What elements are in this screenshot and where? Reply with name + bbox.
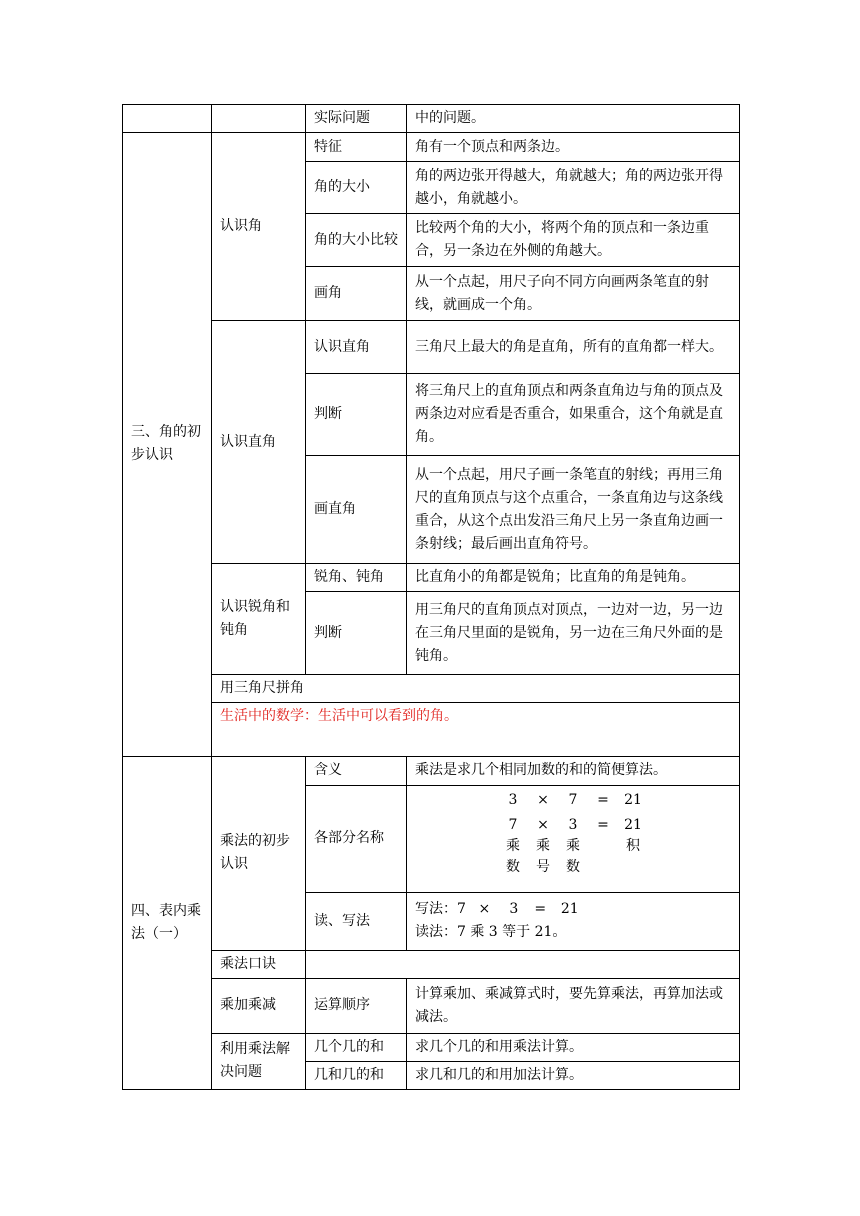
times-sign: × xyxy=(537,816,549,833)
group-title: 认识角 xyxy=(212,133,306,321)
group-title: 认识锐角和钝角 xyxy=(212,564,306,675)
item-label: 认识直角 xyxy=(306,321,407,374)
part-name: 乘 xyxy=(536,837,550,854)
item-label: 含义 xyxy=(306,756,407,785)
table-row xyxy=(123,703,740,731)
group-title: 认识直角 xyxy=(212,321,306,564)
knowledge-table xyxy=(122,104,740,1090)
item-desc: 从一个点起，用尺子画一条笔直的射线；再用三角尺的直角顶点与这个点重合，一条直角边与这条线重合，从这个点出发沿三角尺上另一条直角边画一条射线；最后画出直角符号。 xyxy=(407,456,740,564)
item-desc: 比较两个角的大小，将两个角的顶点和一条边重合，另一条边在外侧的角越大。 xyxy=(407,214,740,267)
part-name: 数 xyxy=(506,858,520,875)
equals-sign: = xyxy=(597,791,609,808)
item-desc: 比直角小的角都是锐角；比直角的角是钝角。 xyxy=(407,564,740,592)
table-row xyxy=(123,564,740,592)
part-name: 积 xyxy=(626,837,640,854)
item-label: 实际问题 xyxy=(306,105,407,133)
cell-empty xyxy=(306,950,740,978)
group-title: 乘法口诀 xyxy=(212,950,306,978)
item-desc xyxy=(407,892,740,950)
item-desc: 中的问题。 xyxy=(407,105,740,133)
times-sign: × xyxy=(537,791,549,808)
section-title: 四、表内乘法（一） xyxy=(123,756,212,1089)
section-title: 三、角的初步认识 xyxy=(123,133,212,757)
group-title: 利用乘法解决问题 xyxy=(212,1033,306,1089)
item-desc: 计算乘加、乘减算式时，要先算乘法，再算加法或减法。 xyxy=(407,978,740,1033)
part-name: 乘 xyxy=(566,837,580,854)
cell-empty xyxy=(212,730,740,756)
part-name xyxy=(588,857,618,878)
item-desc: 角有一个顶点和两条边。 xyxy=(407,133,740,162)
item-label: 各部分名称 xyxy=(306,785,407,892)
item-desc: 用三角尺的直角顶点对顶点，一边对一边，另一边在三角尺里面的是锐角，另一边在三角尺外面的是钝角。 xyxy=(407,592,740,675)
part-name: 乘 xyxy=(506,837,520,854)
item-label: 运算顺序 xyxy=(306,978,407,1033)
equals-sign: = xyxy=(534,901,547,917)
item-desc: 从一个点起，用尺子向不同方向画两条笔直的射线，就画成一个角。 xyxy=(407,267,740,321)
item-desc: 求几个几的和用乘法计算。 xyxy=(407,1033,740,1061)
table-row xyxy=(123,978,740,1033)
read-line: 读法：7 乘 3 等于 21。 xyxy=(415,924,567,940)
part-name: 数 xyxy=(566,858,580,875)
group-title: 乘法的初步认识 xyxy=(212,756,306,950)
part-name: 号 xyxy=(536,858,550,875)
cell-empty xyxy=(212,105,306,133)
item-desc: 求几和几的和用加法计算。 xyxy=(407,1061,740,1089)
item-label: 角的大小 xyxy=(306,162,407,214)
table-row xyxy=(123,756,740,785)
group-title: 乘加乘减 xyxy=(212,978,306,1033)
table-row xyxy=(123,133,740,162)
item-label: 角的大小比较 xyxy=(306,214,407,267)
product: 21 xyxy=(624,791,642,808)
table-row xyxy=(123,105,740,133)
table-row xyxy=(123,321,740,374)
item-label: 特征 xyxy=(306,133,407,162)
item-desc: 乘法是求几个相同加数的和的简便算法。 xyxy=(407,756,740,785)
item-desc: 角的两边张开得越大，角就越大；角的两边张开得越小，角就越小。 xyxy=(407,162,740,214)
cell-empty xyxy=(123,105,212,133)
item-label: 判断 xyxy=(306,374,407,456)
item-desc: 三角尺上最大的角是直角，所有的直角都一样大。 xyxy=(407,321,740,374)
item-label: 读、写法 xyxy=(306,892,407,950)
item-label: 判断 xyxy=(306,592,407,675)
part-name xyxy=(588,836,618,857)
item-desc: 将三角尺上的直角顶点和两条直角边与角的顶点及两条边对应看是否重合，如果重合，这个角就是直角。 xyxy=(407,374,740,456)
factor: 3 xyxy=(509,901,519,917)
factor: 3 xyxy=(568,816,578,833)
item-label: 画角 xyxy=(306,267,407,321)
part-name xyxy=(618,857,648,878)
product: 21 xyxy=(624,816,642,833)
multiplication-diagram xyxy=(415,790,731,878)
table-row xyxy=(123,1033,740,1061)
life-math-note: 生活中的数学：生活中可以看到的角。 xyxy=(212,703,740,731)
table-row xyxy=(123,675,740,703)
times-sign: × xyxy=(478,901,491,917)
item-label: 锐角、钝角 xyxy=(306,564,407,592)
group-title: 用三角尺拼角 xyxy=(212,675,740,703)
item-label: 画直角 xyxy=(306,456,407,564)
table-row xyxy=(123,730,740,756)
factor: 3 xyxy=(508,791,518,808)
multiplication-parts xyxy=(407,785,740,892)
product: 21 xyxy=(560,901,579,917)
table-row xyxy=(123,950,740,978)
factor: 7 xyxy=(508,816,518,833)
write-line xyxy=(415,898,731,921)
equals-sign: = xyxy=(597,816,609,833)
item-label: 几和几的和 xyxy=(306,1061,407,1089)
item-label: 几个几的和 xyxy=(306,1033,407,1061)
factor: 7 xyxy=(568,791,578,808)
write-text: 写法：7 xyxy=(415,901,466,917)
